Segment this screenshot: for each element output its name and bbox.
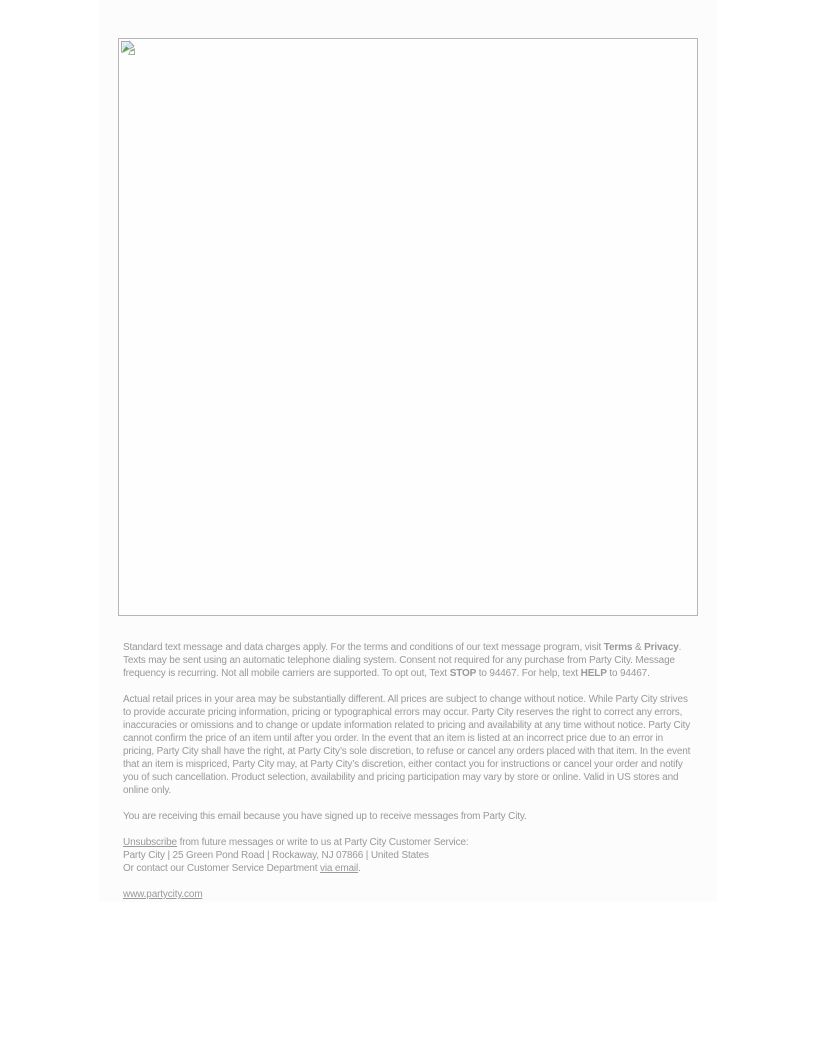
unsubscribe-line [123, 836, 695, 849]
email-footer [123, 641, 695, 914]
terms-link[interactable]: Terms [603, 642, 633, 653]
sms-disclaimer-text-3: to 94467. For help, text [476, 668, 581, 679]
hero-image-placeholder[interactable] [118, 38, 698, 616]
email-body [99, 0, 717, 902]
contact-line-text: Or contact our Customer Service Department [123, 863, 320, 874]
signup-reason-paragraph: You are receiving this email because you have signed up to receive messages from Party City. [123, 811, 527, 822]
contact-line [123, 862, 695, 875]
website-link[interactable]: www.partycity.com [123, 889, 203, 900]
postal-address: Party City | 25 Green Pond Road | Rockaway, NJ 07866 | United States [123, 850, 429, 861]
via-email-link[interactable]: via email [319, 863, 359, 874]
unsubscribe-link[interactable]: Unsubscribe [123, 837, 177, 848]
contact-line-period: . [358, 863, 361, 874]
sms-disclaimer-text-2: . Texts may be sent using an automatic telephone dialing system. Consent not required for any purchase from Party City. Message frequency is recurring. Not all mobile carriers are supported. To opt out, Text [123, 642, 682, 679]
sms-disclaimer-text-4: to 94467. [606, 668, 650, 679]
sms-disclaimer-amp: & [632, 642, 645, 653]
unsubscribe-line-text: from future messages or write to us at Party City Customer Service: [176, 837, 469, 848]
website-line [123, 888, 695, 901]
privacy-link[interactable]: Privacy [644, 642, 679, 653]
stop-keyword: STOP [449, 668, 477, 679]
broken-image-icon [120, 40, 136, 56]
pricing-disclaimer-paragraph: Actual retail prices in your area may be substantially different. All prices are subject to change without notice. While Party City strives to provide accurate pricing information, pricing or typographical errors may occur. Party City reserves the right to correct any errors, inaccuracies or omissions and to change or update information related to pricing and availability at any time without notice. Party City cannot confirm the price of an item until after you order. In the event that an item is listed at an incorrect price due to an error in pricing, Party City shall have the right, at Party City’s sole discretion, to refuse or cancel any orders placed with that item. In the event that an item is mispriced, Party City may, at Party City’s discretion, either contact you for instructions or cancel your order and notify you of such cancellation. Product selection, availability and pricing participation may vary by store or online. Valid in US stores and online only. [123, 694, 691, 796]
help-keyword: HELP [580, 668, 607, 679]
sms-disclaimer-text-1: Standard text message and data charges apply. For the terms and conditions of our text message program, visit [123, 642, 604, 653]
sms-disclaimer-paragraph [123, 641, 695, 680]
